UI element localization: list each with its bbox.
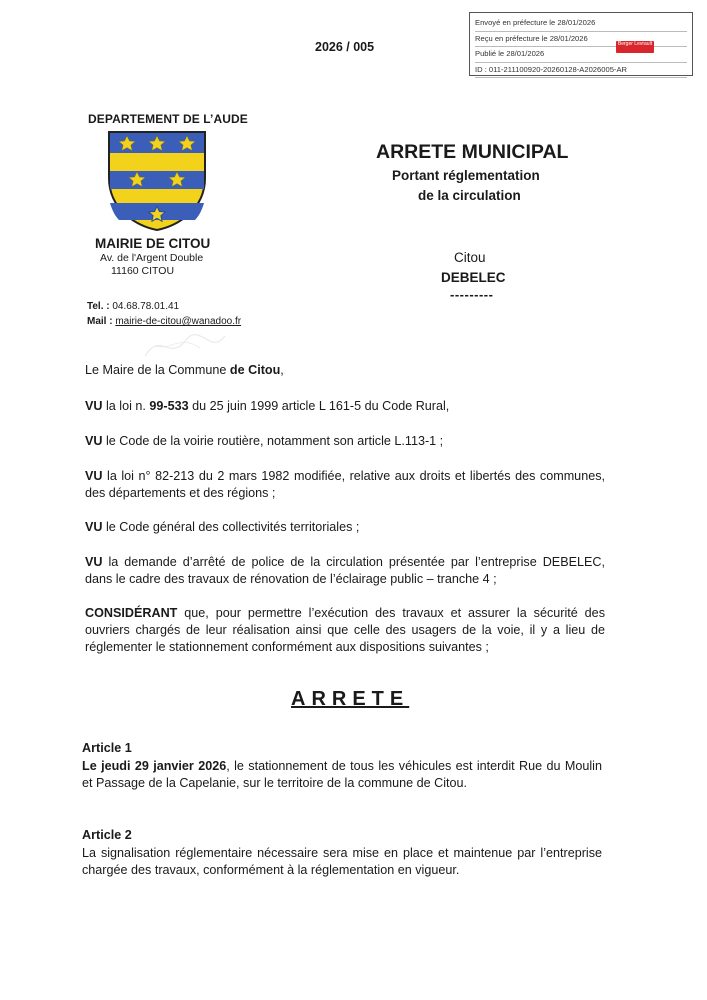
vu2-text: le Code de la voirie routière, notamment son article L.113-1 ; bbox=[102, 434, 444, 448]
considerant-label: CONSIDÉRANT bbox=[85, 606, 178, 620]
stamp-sent-line: Envoyé en préfecture le 28/01/2026 bbox=[475, 16, 687, 32]
phone-number: 04.68.78.01.41 bbox=[112, 301, 180, 312]
vu4-text: le Code général des collectivités territoriales ; bbox=[102, 520, 360, 534]
vu-label: VU bbox=[85, 399, 103, 413]
intro-paragraph bbox=[85, 362, 605, 379]
vu5-text: la demande d’arrêté de police de la circulation présentée par l’entreprise DEBELEC, dans le cadre des travaux de rénovation de l’éclairage public – tranche 4 ; bbox=[85, 555, 605, 586]
arrete-heading: ARRETE bbox=[291, 688, 410, 710]
address-city: 11160 CITOU bbox=[111, 265, 175, 277]
vu1-text-a: la loi n. bbox=[102, 399, 150, 413]
prefecture-stamp bbox=[469, 12, 693, 76]
vu-paragraph-5 bbox=[85, 554, 605, 588]
article-1-body: , le stationnement de tous les véhicules est interdit Rue du Moulin et Passage de la Capelanie, sur le territoire de la commune de Citou. bbox=[82, 759, 602, 790]
article-2-text: La signalisation réglementaire nécessaire sera mise en place et maintenue par l’entreprise chargée des travaux, conformément à la réglementation en vigueur. bbox=[82, 846, 602, 877]
document-title: ARRETE MUNICIPAL bbox=[376, 141, 569, 163]
subtitle-line-2: de la circulation bbox=[418, 188, 521, 203]
separator: --------- bbox=[450, 287, 494, 302]
intro-commune: de Citou bbox=[229, 363, 281, 377]
article-2-title: Article 2 bbox=[82, 828, 132, 842]
company-name: DEBELEC bbox=[441, 270, 506, 285]
vu-label: VU bbox=[85, 520, 103, 534]
article-1-text bbox=[82, 758, 602, 792]
stamp-id-line: ID : 011-211100920-20260128-A2026005-AR bbox=[475, 63, 687, 79]
considerant-paragraph bbox=[85, 605, 605, 656]
vu-label: VU bbox=[85, 434, 103, 448]
article-1-date: Le jeudi 29 janvier 2026 bbox=[82, 759, 227, 773]
email-link[interactable]: mairie-de-citou@wanadoo.fr bbox=[115, 316, 242, 327]
document-number: 2026 / 005 bbox=[315, 40, 375, 54]
subtitle-line-1: Portant réglementation bbox=[392, 168, 540, 183]
address-street: Av. de l'Argent Double bbox=[100, 252, 204, 264]
vu3-text: la loi n° 82-213 du 2 mars 1982 modifiée, relative aux droits et libertés des communes, des départements et des régions ; bbox=[85, 469, 605, 500]
phone-line bbox=[87, 299, 241, 314]
mairie-name: MAIRIE DE CITOU bbox=[95, 236, 211, 251]
berger-levrault-logo: Berger Levrault bbox=[616, 41, 654, 53]
coat-of-arms-icon bbox=[107, 130, 207, 232]
contact-block bbox=[87, 299, 241, 329]
intro-punct: , bbox=[280, 363, 284, 377]
vu-label: VU bbox=[85, 469, 103, 483]
town-name: Citou bbox=[454, 250, 486, 265]
vu-paragraph-4 bbox=[85, 519, 605, 536]
intro-text: Le Maire de la Commune bbox=[85, 363, 230, 377]
faded-signature-icon bbox=[140, 326, 230, 366]
vu-label: VU bbox=[85, 555, 103, 569]
department-name: DEPARTEMENT DE L’AUDE bbox=[88, 112, 248, 126]
stamp-received-line: Reçu en préfecture le 28/01/2026 bbox=[475, 32, 687, 48]
vu1-text-c: du 25 juin 1999 article L 161-5 du Code Rural, bbox=[188, 399, 450, 413]
phone-label: Tel. : bbox=[87, 301, 110, 312]
article-1-title: Article 1 bbox=[82, 741, 132, 755]
vu-paragraph-3 bbox=[85, 468, 605, 502]
vu-paragraph-1 bbox=[85, 398, 605, 415]
stamp-published-line: Publié le 28/01/2026 bbox=[475, 47, 687, 63]
considerant-text: que, pour permettre l’exécution des travaux et assurer la sécurité des ouvriers chargés de leur réalisation ainsi que celle des usagers de la voie, il y a lieu de réglementer le stationnement conformément aux dispositions suivantes ; bbox=[85, 606, 605, 654]
vu1-law-number: 99-533 bbox=[149, 399, 189, 413]
mail-label: Mail : bbox=[87, 316, 113, 327]
vu-paragraph-2 bbox=[85, 433, 605, 450]
